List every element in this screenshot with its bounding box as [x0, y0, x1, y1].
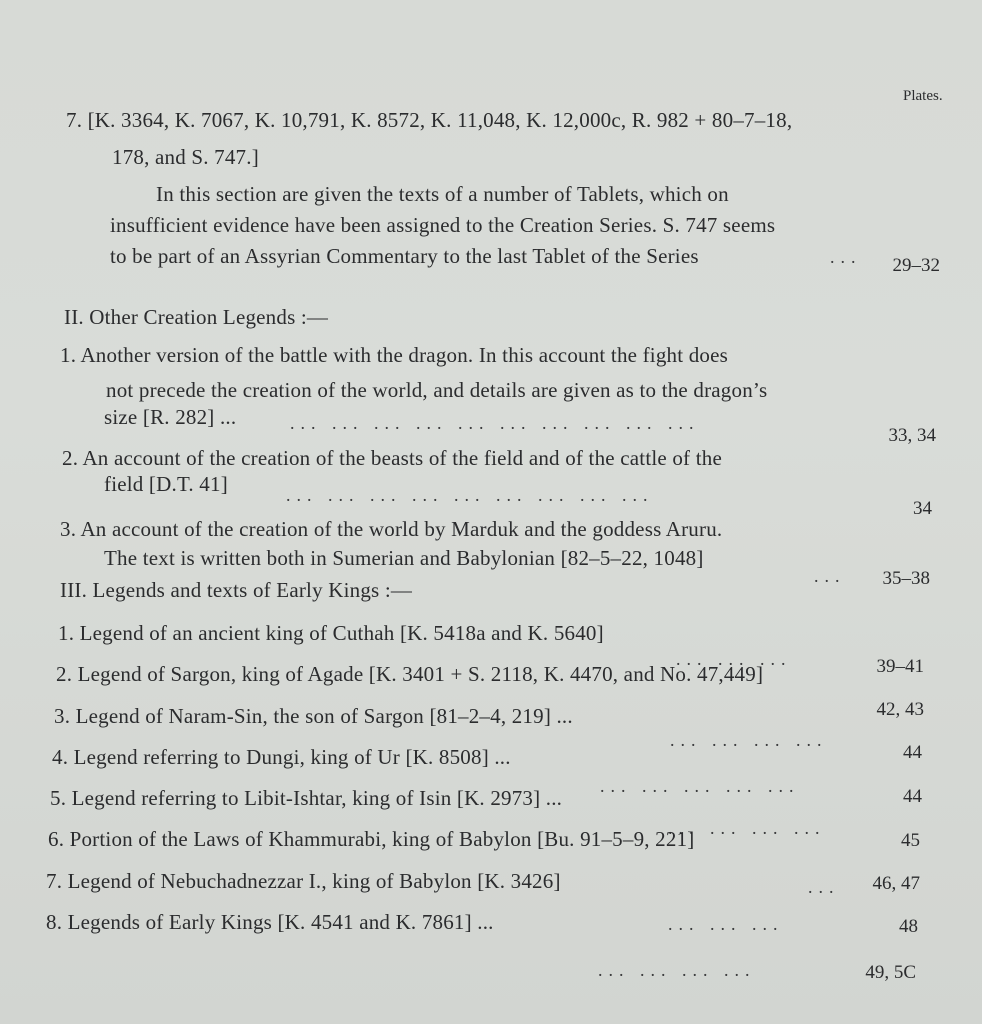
plate-number: 39–41 — [876, 656, 924, 677]
section-iii-item-6: 6. Portion of the Laws of Khammurabi, king of Babylon [Bu. 91–5–9, 221] — [48, 827, 695, 851]
plate-number: 33, 34 — [888, 425, 936, 446]
section-iii-item-2: 2. Legend of Sargon, king of Agade [K. 3401 + S. 2118, K. 4470, and No. 47,449] — [56, 662, 764, 686]
section-iii-item-1: 1. Legend of an ancient king of Cuthah [K. 5418a and K. 5640] — [58, 621, 604, 645]
plate-number: 46, 47 — [872, 873, 920, 894]
section-ii-item-1-line-3: size [R. 282] ... — [104, 405, 237, 429]
item-7-line-1: 7. [K. 3364, K. 7067, K. 10,791, K. 8572, K. 11,048, K. 12,000c, R. 982 + 80–7–18, — [66, 108, 793, 132]
section-ii-heading: II. Other Creation Legends :— — [64, 305, 329, 329]
item-7-para-line-1: In this section are given the texts of a number of Tablets, which on — [156, 182, 729, 206]
leader-dots: ... ... ... ... — [668, 818, 826, 838]
leader-dots: ... — [808, 877, 840, 897]
leader-dots: ... ... ... — [676, 649, 792, 669]
section-ii-item-2-line-1: 2. An account of the creation of the beasts of the field and of the cattle of the — [62, 446, 722, 470]
leader-dots: ... ... ... ... ... ... ... ... ... ... — [290, 413, 700, 433]
plate-number: 48 — [899, 916, 918, 937]
plate-number: 44 — [903, 742, 922, 763]
section-ii-item-1-line-1: 1. Another version of the battle with the dragon. In this account the fight does — [60, 343, 729, 367]
section-ii-item-3-line-2: The text is written both in Sumerian and Babylonian [82–5–22, 1048] — [104, 546, 704, 570]
leader-dots: ... — [814, 566, 846, 586]
section-iii-item-3: 3. Legend of Naram-Sin, the son of Sargon [81–2–4, 219] ... — [54, 704, 573, 728]
leader-dots: ... ... ... ... ... — [600, 776, 800, 796]
leader-dots: ... ... ... ... — [670, 730, 828, 750]
section-iii-heading: III. Legends and texts of Early Kings :— — [60, 578, 413, 602]
leader-dots: ... — [830, 247, 862, 267]
leader-dots: ... ... ... ... — [598, 960, 756, 980]
plate-number: 35–38 — [882, 568, 930, 589]
section-iii-item-8: 8. Legends of Early Kings [K. 4541 and K. 7861] ... — [46, 910, 494, 934]
section-iii-item-7: 7. Legend of Nebuchadnezzar I., king of Babylon [K. 3426] — [46, 869, 561, 893]
plate-number: 42, 43 — [876, 699, 924, 720]
section-ii-item-2-line-2: field [D.T. 41] — [104, 472, 228, 496]
item-7-para-line-3: to be part of an Assyrian Commentary to the last Tablet of the Series — [110, 244, 699, 268]
plate-number: 34 — [913, 498, 932, 519]
plate-number: 45 — [901, 830, 920, 851]
plate-number: 29–32 — [892, 255, 940, 276]
plates-column-header: Plates. — [903, 88, 943, 104]
leader-dots: ... ... ... — [668, 914, 784, 934]
section-ii-item-3-line-1: 3. An account of the creation of the world by Marduk and the goddess Aruru. — [60, 517, 723, 541]
leader-dots: ... ... ... ... ... ... ... ... ... — [286, 485, 654, 505]
item-7-line-2: 178, and S. 747.] — [112, 145, 259, 169]
section-iii-item-4: 4. Legend referring to Dungi, king of Ur [K. 8508] ... — [52, 745, 511, 769]
section-ii-item-1-line-2: not precede the creation of the world, and details are given as to the dragon’s — [106, 378, 768, 402]
item-7-para-line-2: insufficient evidence have been assigned to the Creation Series. S. 747 seems — [110, 213, 776, 237]
plate-number: 44 — [903, 786, 922, 807]
plate-number: 49, 5C — [865, 962, 916, 983]
section-iii-item-5: 5. Legend referring to Libit-Ishtar, king of Isin [K. 2973] ... — [50, 786, 563, 810]
